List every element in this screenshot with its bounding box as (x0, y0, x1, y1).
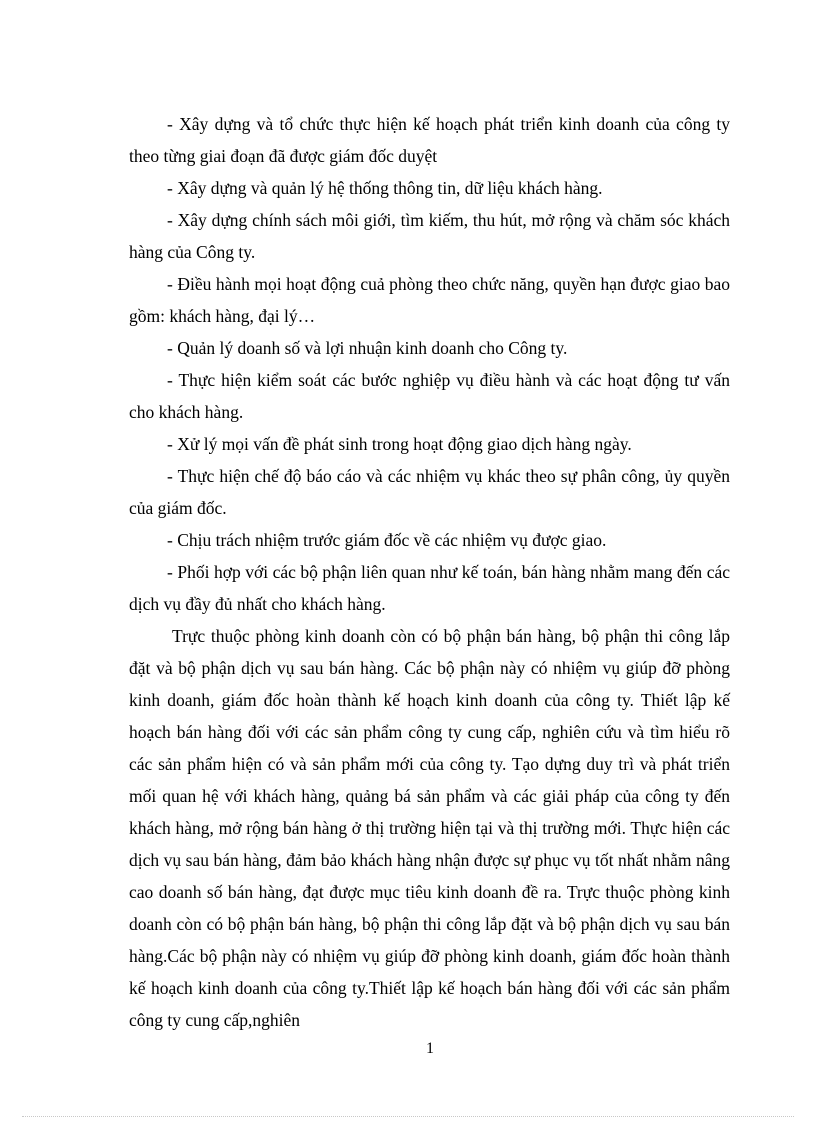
duty-item-5: - Quản lý doanh số và lợi nhuận kinh doanh cho Công ty. (167, 338, 568, 358)
duty-item-10: - Phối hợp với các bộ phận liên quan như kế toán, bán hàng nhằm mang đến các dịch vụ đầy đủ nhất cho khách hàng. (129, 562, 730, 614)
duty-item-4: - Điều hành mọi hoạt động cuả phòng theo chức năng, quyền hạn được giao bao gồm: khách hàng, đại lý… (129, 274, 730, 326)
page-number: 1 (426, 1040, 434, 1057)
duty-item-6: - Thực hiện kiểm soát các bước nghiệp vụ điều hành và các hoạt động tư vấn cho khách hàng. (129, 370, 730, 422)
duty-item-7: - Xử lý mọi vấn đề phát sinh trong hoạt động giao dịch hàng ngày. (167, 434, 632, 454)
duty-item-2: - Xây dựng và quản lý hệ thống thông tin, dữ liệu khách hàng. (167, 178, 603, 198)
duty-item-8: - Thực hiện chế độ báo cáo và các nhiệm vụ khác theo sự phân công, ủy quyền của giám đốc. (129, 466, 730, 518)
duty-item-9: - Chịu trách nhiệm trước giám đốc về các nhiệm vụ được giao. (167, 530, 607, 550)
duty-item-3: - Xây dựng chính sách môi giới, tìm kiếm, thu hút, mở rộng và chăm sóc khách hàng của Công ty. (129, 210, 730, 262)
body-paragraph: Trực thuộc phòng kinh doanh còn có bộ phận bán hàng, bộ phận thi công lắp đặt và bộ phận dịch vụ sau bán hàng. Các bộ phận này có nhiệm vụ giúp đỡ phòng kinh doanh, giám đốc hoàn thành kế hoạch kinh doanh của công ty. Thiết lập kế hoạch bán hàng đối với các sản phẩm công ty cung cấp, nghiên cứu và tìm hiểu rõ các sản phẩm hiện có và sản phẩm mới của công ty. Tạo dựng duy trì và phát triển mối quan hệ với khách hàng, quảng bá sản phẩm và các giải pháp của công ty đến khách hàng, mở rộng bán hàng ở thị trường hiện tại và thị trường mới. Thực hiện các dịch vụ sau bán hàng, đảm bảo khách hàng nhận được sự phục vụ tốt nhất nhằm nâng cao doanh số bán hàng, đạt được mục tiêu kinh doanh đề ra. Trực thuộc phòng kinh doanh còn có bộ phận bán hàng, bộ phận thi công lắp đặt và bộ phận dịch vụ sau bán hàng.Các bộ phận này có nhiệm vụ giúp đỡ phòng kinh doanh, giám đốc hoàn thành kế hoạch kinh doanh của công ty.Thiết lập kế hoạch bán hàng đối với các sản phẩm công ty cung cấp,nghiên (129, 626, 730, 1030)
document-body (129, 108, 730, 1036)
page-bottom-edge (22, 1116, 794, 1117)
duty-item-1: - Xây dựng và tổ chức thực hiện kế hoạch phát triển kinh doanh của công ty theo từng giai đoạn đã được giám đốc duyệt (129, 114, 730, 166)
